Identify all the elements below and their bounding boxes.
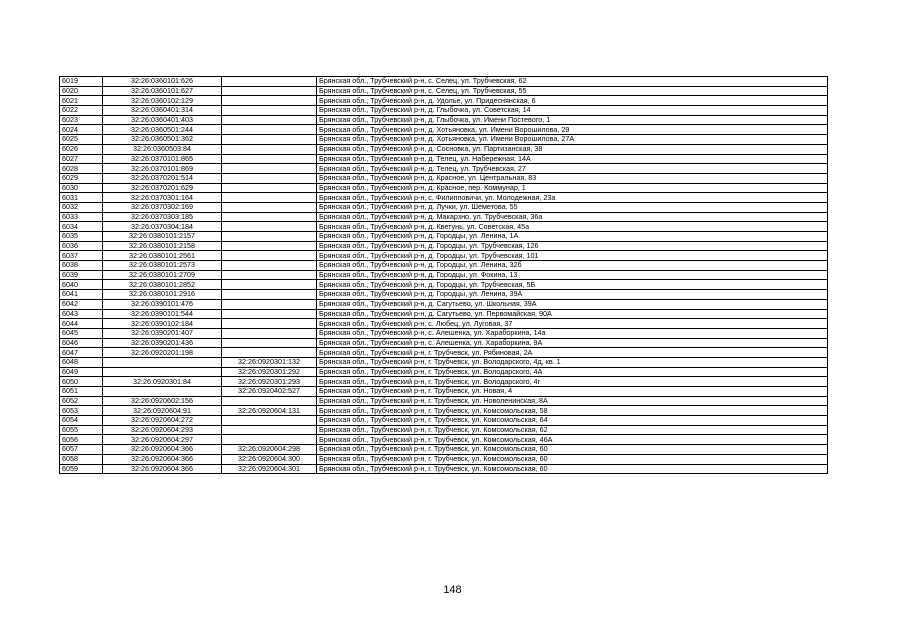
table-row: [60, 270, 828, 280]
address-cell: Брянская обл., Трубчевский р-н, д. Сагутьево, ул. Школьная, 39А: [317, 299, 828, 309]
address-cell: Брянская обл., Трубчевский р-н, д. Городцы, ул. Ленина, 1А: [317, 232, 828, 242]
row-number-cell: 6033: [60, 212, 103, 222]
object-cadastral-number-cell: [222, 261, 317, 271]
cadastral-number-cell: [103, 387, 222, 397]
cadastral-number-cell: 32:26:0370201:514: [103, 173, 222, 183]
object-cadastral-number-cell: [222, 328, 317, 338]
object-cadastral-number-cell: 32:26:0920604:298: [222, 445, 317, 455]
address-cell: Брянская обл., Трубчевский р-н, д. Удолье, ул. Придеснянская, 6: [317, 96, 828, 106]
cadastral-number-cell: 32:26:0370201:629: [103, 183, 222, 193]
address-cell: Брянская обл., Трубчевский р-н, г. Трубчевск, ул. Комсомольская, 60: [317, 445, 828, 455]
cadastral-number-cell: 32:26:0920604:293: [103, 425, 222, 435]
row-number-cell: 6031: [60, 193, 103, 203]
row-number-cell: 6047: [60, 348, 103, 358]
cadastral-number-cell: 32:26:0360501:244: [103, 125, 222, 135]
row-number-cell: 6032: [60, 202, 103, 212]
row-number-cell: 6020: [60, 86, 103, 96]
table-row: [60, 290, 828, 300]
table-row: [60, 125, 828, 135]
cadastral-number-cell: 32:26:0360501:362: [103, 135, 222, 145]
cadastral-number-cell: 32:26:0920604:366: [103, 464, 222, 474]
address-cell: Брянская обл., Трубчевский р-н, г. Трубчевск, ул. Комсомольская, 60: [317, 454, 828, 464]
cadastral-number-cell: 32:26:0360401:314: [103, 106, 222, 116]
object-cadastral-number-cell: [222, 348, 317, 358]
row-number-cell: 6053: [60, 406, 103, 416]
object-cadastral-number-cell: 32:26:0920301:292: [222, 367, 317, 377]
address-cell: Брянская обл., Трубчевский р-н, д. Хотьяновка, ул. Имени Ворошилова, 29: [317, 125, 828, 135]
table-row: [60, 348, 828, 358]
cadastral-number-cell: 32:26:0920201:198: [103, 348, 222, 358]
table-row: [60, 454, 828, 464]
row-number-cell: 6038: [60, 261, 103, 271]
cadastral-number-cell: 32:26:0390201:407: [103, 328, 222, 338]
row-number-cell: 6041: [60, 290, 103, 300]
table-row: [60, 435, 828, 445]
address-cell: Брянская обл., Трубчевский р-н, д. Городцы, ул. Трубчевская, 126: [317, 241, 828, 251]
cadastral-number-cell: 32:26:0370101:869: [103, 164, 222, 174]
object-cadastral-number-cell: [222, 338, 317, 348]
cadastral-number-cell: 32:26:0920604:297: [103, 435, 222, 445]
row-number-cell: 6045: [60, 328, 103, 338]
object-cadastral-number-cell: [222, 290, 317, 300]
row-number-cell: 6055: [60, 425, 103, 435]
object-cadastral-number-cell: 32:26:0920402:527: [222, 387, 317, 397]
table-row: [60, 357, 828, 367]
address-cell: Брянская обл., Трубчевский р-н, г. Трубчевск, ул. Новая, 4: [317, 387, 828, 397]
row-number-cell: 6024: [60, 125, 103, 135]
address-cell: Брянская обл., Трубчевский р-н, д. Городцы, ул. Фокина, 13: [317, 270, 828, 280]
address-cell: Брянская обл., Трубчевский р-н, г. Трубчевск, ул. Комсомольская, 60: [317, 464, 828, 474]
row-number-cell: 6026: [60, 144, 103, 154]
object-cadastral-number-cell: [222, 164, 317, 174]
cadastral-number-cell: 32:26:0390102:184: [103, 319, 222, 329]
cadastral-number-cell: 32:26:0390101:544: [103, 309, 222, 319]
object-cadastral-number-cell: [222, 86, 317, 96]
address-cell: Брянская обл., Трубчевский р-н, д. Глыбочка, ул. Советская, 14: [317, 106, 828, 116]
cadastral-number-cell: 32:26:0920604:91: [103, 406, 222, 416]
address-cell: Брянская обл., Трубчевский р-н, д. Макарзно, ул. Трубчевская, 36а: [317, 212, 828, 222]
address-cell: Брянская обл., Трубчевский р-н, г. Трубчевск, ул. Комсомольская, 62: [317, 425, 828, 435]
object-cadastral-number-cell: [222, 212, 317, 222]
address-cell: Брянская обл., Трубчевский р-н, г. Трубчевск, ул. Володарского, 4г: [317, 377, 828, 387]
row-number-cell: 6050: [60, 377, 103, 387]
address-cell: Брянская обл., Трубчевский р-н, д. Городцы, ул. Трубчевская, 5Б: [317, 280, 828, 290]
row-number-cell: 6052: [60, 396, 103, 406]
address-cell: Брянская обл., Трубчевский р-н, д. Телец, ул. Трубчевская, 27: [317, 164, 828, 174]
object-cadastral-number-cell: [222, 251, 317, 261]
table-row: [60, 261, 828, 271]
row-number-cell: 6059: [60, 464, 103, 474]
cadastral-number-cell: 32:26:0370304:184: [103, 222, 222, 232]
row-number-cell: 6042: [60, 299, 103, 309]
row-number-cell: 6049: [60, 367, 103, 377]
cadastral-number-cell: 32:26:0380101:2709: [103, 270, 222, 280]
row-number-cell: 6036: [60, 241, 103, 251]
address-cell: Брянская обл., Трубчевский р-н, г. Трубчевск, ул. Володарского, 4д, кв. 1: [317, 357, 828, 367]
row-number-cell: 6039: [60, 270, 103, 280]
table-row: [60, 241, 828, 251]
cadastral-number-cell: 32:26:0370303:185: [103, 212, 222, 222]
object-cadastral-number-cell: [222, 183, 317, 193]
address-cell: Брянская обл., Трубчевский р-н, д. Красное, пер. Коммунар, 1: [317, 183, 828, 193]
object-cadastral-number-cell: [222, 425, 317, 435]
row-number-cell: 6040: [60, 280, 103, 290]
object-cadastral-number-cell: [222, 125, 317, 135]
row-number-cell: 6037: [60, 251, 103, 261]
object-cadastral-number-cell: [222, 96, 317, 106]
cadastral-number-cell: 32:26:0920602:156: [103, 396, 222, 406]
object-cadastral-number-cell: [222, 135, 317, 145]
address-cell: Брянская обл., Трубчевский р-н, с. Филипповичи, ул. Молодежная, 23а: [317, 193, 828, 203]
row-number-cell: 6019: [60, 77, 103, 87]
table-row: [60, 106, 828, 116]
object-cadastral-number-cell: [222, 106, 317, 116]
address-cell: Брянская обл., Трубчевский р-н, д. Городцы, ул. Ленина, 32б: [317, 261, 828, 271]
address-cell: Брянская обл., Трубчевский р-н, д. Сосновка, ул. Партизанская, 38: [317, 144, 828, 154]
table-row: [60, 144, 828, 154]
address-cell: Брянская обл., Трубчевский р-н, г. Трубчевск, ул. Комсомольская, 64: [317, 416, 828, 426]
object-cadastral-number-cell: [222, 270, 317, 280]
address-cell: Брянская обл., Трубчевский р-н, г. Трубчевск, ул. Комсомольская, 46А: [317, 435, 828, 445]
address-cell: Брянская обл., Трубчевский р-н, д. Кветунь, ул. Советская, 45а: [317, 222, 828, 232]
cadastral-number-cell: 32:26:0360101:627: [103, 86, 222, 96]
row-number-cell: 6051: [60, 387, 103, 397]
row-number-cell: 6023: [60, 115, 103, 125]
cadastral-number-cell: 32:26:0360102:129: [103, 96, 222, 106]
address-cell: Брянская обл., Трубчевский р-н, д. Городцы, ул. Ленина, 39А: [317, 290, 828, 300]
row-number-cell: 6035: [60, 232, 103, 242]
row-number-cell: 6021: [60, 96, 103, 106]
object-cadastral-number-cell: [222, 144, 317, 154]
table-row: [60, 416, 828, 426]
cadastral-number-cell: [103, 357, 222, 367]
table-row: [60, 445, 828, 455]
table-row: [60, 202, 828, 212]
object-cadastral-number-cell: [222, 222, 317, 232]
row-number-cell: 6022: [60, 106, 103, 116]
object-cadastral-number-cell: [222, 309, 317, 319]
table-row: [60, 135, 828, 145]
address-cell: Брянская обл., Трубчевский р-н, с. Алешенка, ул. Хараборкина, 9А: [317, 338, 828, 348]
table-row: [60, 115, 828, 125]
address-cell: Брянская обл., Трубчевский р-н, с. Селец, ул. Трубчевская, 62: [317, 77, 828, 87]
object-cadastral-number-cell: [222, 280, 317, 290]
table-row: [60, 299, 828, 309]
address-cell: Брянская обл., Трубчевский р-н, с. Алешенка, ул. Хараборкина, 14а: [317, 328, 828, 338]
object-cadastral-number-cell: 32:26:0920301:132: [222, 357, 317, 367]
address-cell: Брянская обл., Трубчевский р-н, с. Селец, ул. Трубчевская, 55: [317, 86, 828, 96]
table-row: [60, 425, 828, 435]
table-row: [60, 338, 828, 348]
row-number-cell: 6046: [60, 338, 103, 348]
cadastral-number-cell: 32:26:0360401:403: [103, 115, 222, 125]
page-number: 148: [443, 584, 462, 596]
address-cell: Брянская обл., Трубчевский р-н, с. Любец, ул. Луговая, 37: [317, 319, 828, 329]
cadastral-number-cell: 32:26:0390101:476: [103, 299, 222, 309]
cadastral-number-cell: 32:26:0390201:436: [103, 338, 222, 348]
cadastral-number-cell: 32:26:0380101:2561: [103, 251, 222, 261]
object-cadastral-number-cell: 32:26:0920604:300: [222, 454, 317, 464]
table-row: [60, 367, 828, 377]
cadastral-number-cell: 32:26:0370302:169: [103, 202, 222, 212]
object-cadastral-number-cell: [222, 77, 317, 87]
object-cadastral-number-cell: 32:26:0920604:301: [222, 464, 317, 474]
table-row: [60, 464, 828, 474]
cadastral-number-cell: 32:26:0380101:2852: [103, 280, 222, 290]
row-number-cell: 6027: [60, 154, 103, 164]
row-number-cell: 6028: [60, 164, 103, 174]
table-row: [60, 96, 828, 106]
cadastral-number-cell: 32:26:0360503:84: [103, 144, 222, 154]
table-row: [60, 387, 828, 397]
object-cadastral-number-cell: [222, 319, 317, 329]
address-cell: Брянская обл., Трубчевский р-н, д. Лучки, ул. Шеметова, 55: [317, 202, 828, 212]
register-table-body: [60, 77, 828, 474]
object-cadastral-number-cell: [222, 193, 317, 203]
row-number-cell: 6048: [60, 357, 103, 367]
table-row: [60, 222, 828, 232]
object-cadastral-number-cell: 32:26:0920604:131: [222, 406, 317, 416]
address-cell: Брянская обл., Трубчевский р-н, г. Трубчевск, ул. Новоленинская, 8А: [317, 396, 828, 406]
object-cadastral-number-cell: [222, 299, 317, 309]
cadastral-number-cell: [103, 367, 222, 377]
cadastral-number-cell: 32:26:0920604:272: [103, 416, 222, 426]
row-number-cell: 6029: [60, 173, 103, 183]
cadastral-number-cell: 32:26:0370101:865: [103, 154, 222, 164]
property-register-table: [59, 76, 828, 474]
address-cell: Брянская обл., Трубчевский р-н, д. Глыбочка, ул. Имени Постевого, 1: [317, 115, 828, 125]
table-row: [60, 212, 828, 222]
object-cadastral-number-cell: [222, 154, 317, 164]
address-cell: Брянская обл., Трубчевский р-н, г. Трубчевск, ул. Рябиновая, 2А: [317, 348, 828, 358]
object-cadastral-number-cell: [222, 416, 317, 426]
table-row: [60, 328, 828, 338]
object-cadastral-number-cell: [222, 202, 317, 212]
address-cell: Брянская обл., Трубчевский р-н, д. Городцы, ул. Трубчевская, 101: [317, 251, 828, 261]
address-cell: Брянская обл., Трубчевский р-н, д. Телец, ул. Набережная, 14А: [317, 154, 828, 164]
object-cadastral-number-cell: [222, 241, 317, 251]
object-cadastral-number-cell: 32:26:0920301:293: [222, 377, 317, 387]
cadastral-number-cell: 32:26:0920301:84: [103, 377, 222, 387]
table-row: [60, 319, 828, 329]
object-cadastral-number-cell: [222, 396, 317, 406]
table-row: [60, 251, 828, 261]
row-number-cell: 6054: [60, 416, 103, 426]
address-cell: Брянская обл., Трубчевский р-н, г. Трубчевск, ул. Володарского, 4А: [317, 367, 828, 377]
table-row: [60, 309, 828, 319]
object-cadastral-number-cell: [222, 115, 317, 125]
cadastral-number-cell: 32:26:0380101:2916: [103, 290, 222, 300]
table-row: [60, 396, 828, 406]
row-number-cell: 6056: [60, 435, 103, 445]
address-cell: Брянская обл., Трубчевский р-н, д. Сагутьево, ул. Первомайская, 90А: [317, 309, 828, 319]
cadastral-number-cell: 32:26:0920604:366: [103, 454, 222, 464]
row-number-cell: 6030: [60, 183, 103, 193]
address-cell: Брянская обл., Трубчевский р-н, д. Хотьяновка, ул. Имени Ворошилова, 27А: [317, 135, 828, 145]
table-row: [60, 193, 828, 203]
object-cadastral-number-cell: [222, 232, 317, 242]
row-number-cell: 6044: [60, 319, 103, 329]
row-number-cell: 6043: [60, 309, 103, 319]
cadastral-number-cell: 32:26:0370301:164: [103, 193, 222, 203]
table-row: [60, 173, 828, 183]
cadastral-number-cell: 32:26:0920604:366: [103, 445, 222, 455]
table-row: [60, 406, 828, 416]
table-row: [60, 77, 828, 87]
cadastral-number-cell: 32:26:0380101:2157: [103, 232, 222, 242]
cadastral-number-cell: 32:26:0360101:626: [103, 77, 222, 87]
table-row: [60, 280, 828, 290]
table-row: [60, 232, 828, 242]
object-cadastral-number-cell: [222, 435, 317, 445]
row-number-cell: 6025: [60, 135, 103, 145]
cadastral-number-cell: 32:26:0380101:2573: [103, 261, 222, 271]
table-row: [60, 183, 828, 193]
cadastral-number-cell: 32:26:0380101:2158: [103, 241, 222, 251]
row-number-cell: 6057: [60, 445, 103, 455]
table-row: [60, 154, 828, 164]
object-cadastral-number-cell: [222, 173, 317, 183]
row-number-cell: 6058: [60, 454, 103, 464]
address-cell: Брянская обл., Трубчевский р-н, г. Трубчевск, ул. Комсомольская, 58: [317, 406, 828, 416]
table-row: [60, 86, 828, 96]
address-cell: Брянская обл., Трубчевский р-н, д. Красное, ул. Центральная, 83: [317, 173, 828, 183]
table-row: [60, 164, 828, 174]
table-row: [60, 377, 828, 387]
row-number-cell: 6034: [60, 222, 103, 232]
